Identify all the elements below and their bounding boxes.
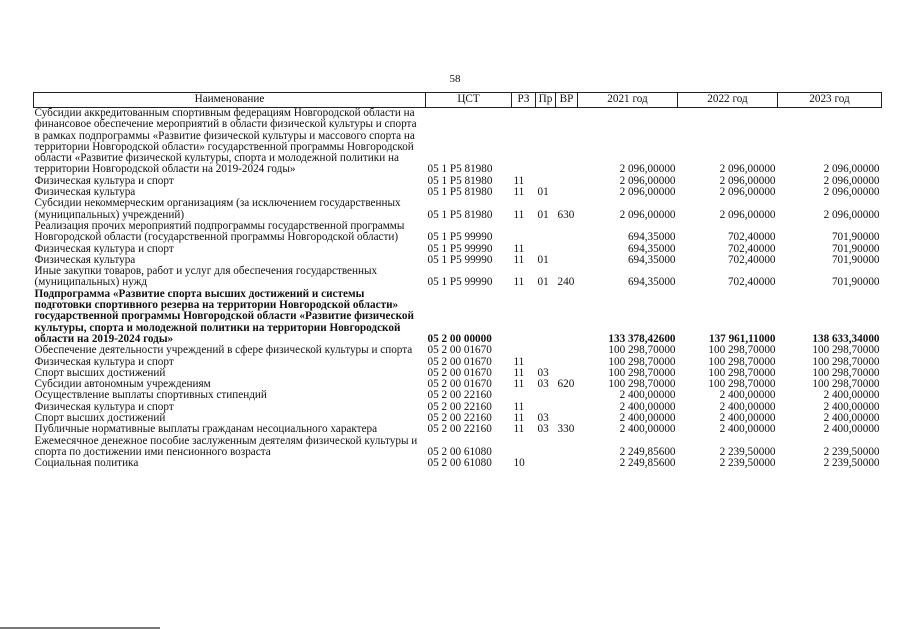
- cell-name: Иные закупки товаров, работ и услуг для обеспечения государственных (муниципальных) нужд: [34, 265, 378, 289]
- header-2022: 2022 год: [678, 93, 778, 108]
- cell-2023: 2 096,00000: [823, 208, 880, 221]
- cell-2023: 701,90000: [831, 276, 880, 289]
- cell-2021: 2 096,00000: [619, 208, 676, 221]
- cell-pr: 01: [537, 253, 549, 266]
- scan-edge-line: [0, 627, 160, 629]
- cell-2023: 100 298,70000: [812, 366, 880, 379]
- header-pr: Пр: [536, 93, 556, 108]
- cell-cst: 05 2 00 61080: [427, 457, 492, 470]
- cell-name: Субсидии некоммерческим организациям (за исключением государственных (муниципальных) учреждений): [34, 197, 401, 221]
- cell-2022: 702,40000: [727, 242, 776, 255]
- cell-2021: 2 096,00000: [619, 174, 676, 187]
- page-number: 58: [449, 73, 461, 85]
- table-row: [34, 289, 882, 345]
- cell-rz: 11: [513, 276, 525, 289]
- cell-2021: 694,35000: [627, 276, 676, 289]
- cell-pr: [536, 458, 556, 469]
- cell-cst: 05 1 P5 99990: [427, 253, 493, 266]
- cell-cst: 05 2 00 01670: [427, 378, 492, 391]
- cell-name: Субсидии автономным учреждениям: [34, 378, 211, 391]
- cell-rz: 11: [513, 174, 525, 187]
- cell-2021: 2 096,00000: [619, 186, 676, 199]
- cell-2023: 138 633,34000: [812, 332, 880, 345]
- cell-2021: 2 249,85600: [619, 457, 676, 470]
- cell-2021: 133 378,42600: [608, 332, 676, 345]
- cell-vr: 630: [557, 208, 575, 221]
- cell-vr: 330: [557, 423, 575, 436]
- table-row: [34, 266, 882, 289]
- cell-name: Социальная политика: [34, 457, 139, 470]
- cell-2022: 2 096,00000: [719, 174, 776, 187]
- cell-rz: 11: [513, 378, 525, 391]
- cell-2023: 701,90000: [831, 253, 880, 266]
- cell-vr: [556, 244, 578, 255]
- cell-2022: 137 961,11000: [708, 332, 776, 345]
- cell-vr: [556, 289, 578, 345]
- cell-rz: 11: [513, 423, 525, 436]
- cell-name: Публичные нормативные выплаты гражданам несоциального характера: [34, 423, 378, 436]
- cell-rz: [512, 289, 536, 345]
- cell-pr: [536, 436, 556, 459]
- cell-pr: 03: [537, 366, 549, 379]
- cell-2022: 702,40000: [727, 253, 776, 266]
- cell-2023: 701,90000: [831, 231, 880, 244]
- cell-name: Физическая культура: [34, 253, 136, 266]
- cell-cst: 05 1 P5 99990: [427, 276, 493, 289]
- table-row: [34, 458, 882, 469]
- cell-2021: 100 298,70000: [608, 344, 676, 357]
- cell-2022: 100 298,70000: [708, 355, 776, 368]
- cell-name: Физическая культура и спорт: [34, 355, 174, 368]
- cell-2021: 694,35000: [627, 242, 676, 255]
- cell-2023: 2 400,00000: [823, 412, 880, 425]
- cell-2023: 100 298,70000: [812, 344, 880, 357]
- cell-name: Ежемесячное денежное пособие заслуженным деятелям физической культуры и спорта по достижении ими пенсионного возраста: [34, 434, 418, 458]
- cell-name: Спорт высших достижений: [34, 366, 166, 379]
- cell-cst: 05 2 00 22160: [427, 389, 492, 402]
- cell-name: Подпрограмма «Развитие спорта высших достижений и системы подготовки спортивного резерва на территории Новгородской области» государственной программы Новгородской области «Развитие физической культуры, спорта и молодежной политики на территории Новгородской области на 2019-2024 годы»: [34, 287, 414, 345]
- table-row: [34, 108, 882, 176]
- cell-cst: 05 2 00 01670: [427, 344, 492, 357]
- table-header-row: [34, 93, 882, 108]
- cell-2021: 694,35000: [627, 231, 676, 244]
- cell-rz: [512, 108, 536, 176]
- cell-2022: 100 298,70000: [708, 378, 776, 391]
- cell-pr: [536, 108, 556, 176]
- cell-cst: 05 1 P5 81980: [427, 174, 493, 187]
- cell-vr: [556, 255, 578, 266]
- cell-rz: 11: [513, 400, 525, 413]
- cell-vr: [556, 436, 578, 459]
- header-rz: РЗ: [512, 93, 536, 108]
- header-name: Наименование: [34, 93, 426, 108]
- cell-pr: 01: [537, 208, 549, 221]
- cell-2023: 100 298,70000: [812, 378, 880, 391]
- cell-2021: 2 400,00000: [619, 389, 676, 402]
- cell-2021: 2 096,00000: [619, 163, 676, 176]
- cell-pr: 03: [537, 412, 549, 425]
- cell-vr: [556, 357, 578, 368]
- cell-2023: 100 298,70000: [812, 355, 880, 368]
- table-row: [34, 345, 882, 356]
- cell-rz: [512, 436, 536, 459]
- cell-vr: [556, 187, 578, 198]
- cell-name: Физическая культура и спорт: [34, 242, 174, 255]
- cell-2021: 2 400,00000: [619, 412, 676, 425]
- cell-2021: 694,35000: [627, 253, 676, 266]
- cell-2022: 2 400,00000: [719, 389, 776, 402]
- cell-2022: 100 298,70000: [708, 344, 776, 357]
- cell-2022: 2 239,50000: [719, 445, 776, 458]
- cell-name: Обеспечение деятельности учреждений в сфере физической культуры и спорта: [34, 344, 413, 357]
- cell-2022: 702,40000: [727, 276, 776, 289]
- cell-name: Осуществление выплаты спортивных стипендий: [34, 389, 267, 402]
- cell-2023: 2 400,00000: [823, 423, 880, 436]
- cell-2021: 2 400,00000: [619, 423, 676, 436]
- cell-rz: 10: [513, 457, 525, 470]
- cell-2023: 2 096,00000: [823, 186, 880, 199]
- cell-name: Физическая культура и спорт: [34, 400, 174, 413]
- cell-name: Реализация прочих мероприятий подпрограммы государственной программы Новгородской области (государственной программы Новгородской области): [34, 219, 405, 244]
- cell-cst: 05 2 00 61080: [427, 445, 492, 458]
- header-2021: 2021 год: [578, 93, 678, 108]
- cell-2023: 2 239,50000: [823, 445, 880, 458]
- cell-vr: [556, 221, 578, 244]
- cell-cst: 05 2 00 01670: [427, 355, 492, 368]
- header-cst: ЦСТ: [426, 93, 512, 108]
- cell-vr: 240: [557, 276, 575, 289]
- cell-2022: 2 400,00000: [719, 412, 776, 425]
- cell-rz: 11: [513, 242, 525, 255]
- cell-2021: 100 298,70000: [608, 355, 676, 368]
- cell-cst: 05 2 00 01670: [427, 366, 492, 379]
- cell-rz: 11: [513, 366, 525, 379]
- cell-cst: 05 1 P5 81980: [427, 208, 493, 221]
- cell-2023: 2 096,00000: [823, 174, 880, 187]
- cell-2022: 100 298,70000: [708, 366, 776, 379]
- cell-rz: 11: [513, 208, 525, 221]
- cell-cst: 05 2 00 22160: [427, 412, 492, 425]
- cell-rz: [512, 345, 536, 356]
- header-2023: 2023 год: [778, 93, 882, 108]
- cell-pr: 01: [537, 186, 549, 199]
- cell-vr: [556, 345, 578, 356]
- table-row: [34, 436, 882, 459]
- cell-cst: 05 1 P5 81980: [427, 186, 493, 199]
- cell-2023: 2 400,00000: [823, 400, 880, 413]
- cell-pr: 03: [537, 423, 549, 436]
- header-vr: ВР: [556, 93, 578, 108]
- cell-vr: [556, 108, 578, 176]
- cell-2023: 701,90000: [831, 242, 880, 255]
- table-row: [34, 198, 882, 221]
- cell-rz: 11: [513, 186, 525, 199]
- cell-vr: [556, 402, 578, 413]
- cell-2023: 2 400,00000: [823, 389, 880, 402]
- cell-pr: [536, 390, 556, 401]
- table-body: [34, 108, 882, 470]
- cell-2021: 100 298,70000: [608, 378, 676, 391]
- table-row: [34, 221, 882, 244]
- cell-2021: 2 400,00000: [619, 400, 676, 413]
- cell-pr: 03: [537, 378, 549, 391]
- budget-table: [33, 92, 882, 470]
- cell-vr: [556, 176, 578, 187]
- cell-vr: [556, 390, 578, 401]
- cell-rz: [512, 221, 536, 244]
- cell-2021: 2 249,85600: [619, 445, 676, 458]
- cell-2023: 2 239,50000: [823, 457, 880, 470]
- cell-2021: 100 298,70000: [608, 366, 676, 379]
- cell-name: Субсидии аккредитованным спортивным федерациям Новгородской области на финансовое обеспечение мероприятий в области физической культуры и спорта в рамках подпрограммы «Развитие физической культуры и массового спорта на территории Новгородской области» государственной программы Новгородской области «Развитие физической культуры, спорта и молодежной политики на территории Новгородской области на 2019-2024 годы»: [34, 107, 417, 176]
- cell-cst: 05 2 00 22160: [427, 400, 492, 413]
- cell-vr: [556, 458, 578, 469]
- table-row: [34, 424, 882, 435]
- cell-pr: 01: [537, 276, 549, 289]
- cell-vr: 620: [557, 378, 575, 391]
- cell-name: Физическая культура: [34, 186, 136, 199]
- cell-cst: 05 1 P5 99990: [427, 242, 493, 255]
- cell-cst: 05 2 00 22160: [427, 423, 492, 436]
- cell-pr: [536, 221, 556, 244]
- cell-cst: 05 1 P5 99990: [427, 231, 493, 244]
- cell-2022: 2 096,00000: [719, 186, 776, 199]
- cell-name: Физическая культура и спорт: [34, 174, 174, 187]
- cell-2022: 2 239,50000: [719, 457, 776, 470]
- cell-pr: [536, 345, 556, 356]
- cell-2022: 2 400,00000: [719, 400, 776, 413]
- cell-cst: 05 1 P5 81980: [427, 163, 493, 176]
- cell-2022: 2 096,00000: [719, 163, 776, 176]
- cell-2022: 2 096,00000: [719, 208, 776, 221]
- cell-cst: 05 2 00 00000: [427, 332, 492, 345]
- cell-2022: 2 400,00000: [719, 423, 776, 436]
- cell-name: Спорт высших достижений: [34, 412, 166, 425]
- cell-2022: 702,40000: [727, 231, 776, 244]
- cell-2023: 2 096,00000: [823, 163, 880, 176]
- cell-pr: [536, 289, 556, 345]
- cell-rz: 11: [513, 412, 525, 425]
- cell-rz: 11: [513, 355, 525, 368]
- cell-rz: 11: [513, 253, 525, 266]
